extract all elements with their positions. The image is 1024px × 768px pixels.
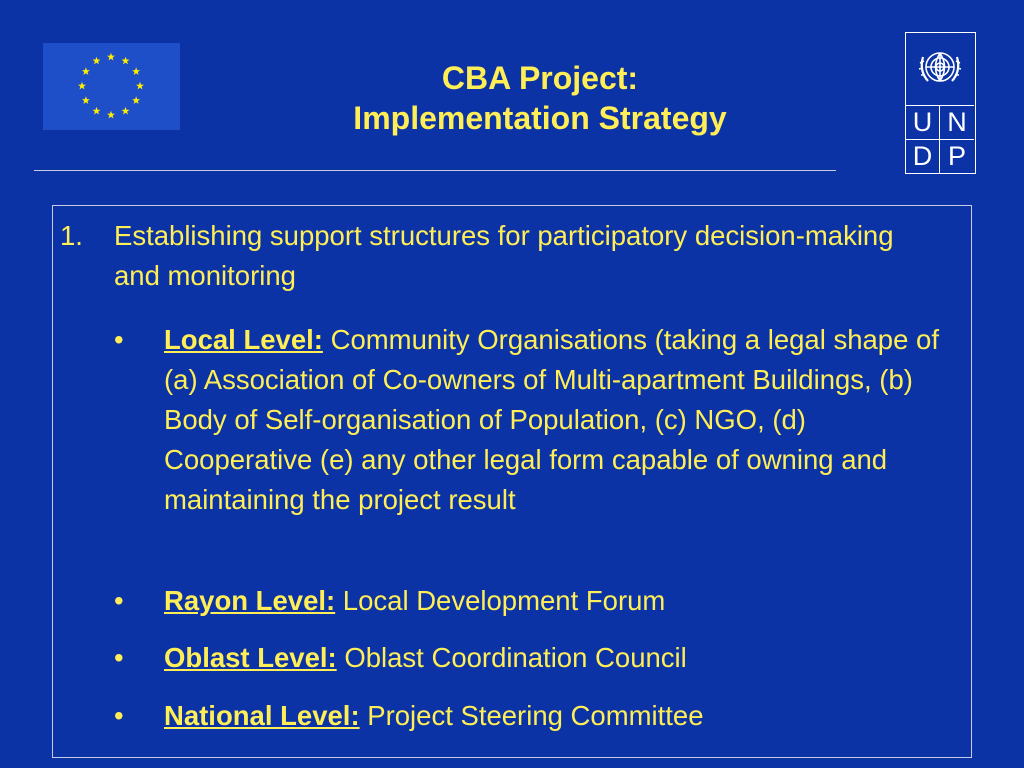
level-description: Local Development Forum	[335, 585, 666, 616]
undp-letters	[906, 105, 974, 173]
star-icon	[107, 53, 115, 61]
level-description: Project Steering Committee	[359, 700, 704, 731]
star-icon	[132, 96, 140, 104]
undp-letter: U	[906, 105, 940, 139]
eu-flag-logo	[43, 43, 180, 130]
level-label: Local Level:	[164, 324, 323, 355]
level-label: Oblast Level:	[164, 642, 337, 673]
item-text: Establishing support structures for participatory decision-making and monitoring	[114, 220, 894, 291]
title-line-1: CBA Project:	[441, 60, 639, 96]
bullet-text	[164, 638, 959, 678]
bullet-icon: •	[114, 585, 124, 616]
un-emblem-icon	[906, 33, 974, 101]
star-icon	[82, 67, 90, 75]
undp-letter: D	[906, 139, 940, 173]
star-icon	[82, 96, 90, 104]
item-number: 1.	[60, 220, 83, 251]
star-icon	[107, 111, 115, 119]
level-label: National Level:	[164, 700, 360, 731]
bullet-text	[164, 581, 959, 621]
star-icon	[93, 57, 101, 65]
title-divider	[34, 170, 836, 171]
star-icon	[122, 57, 130, 65]
bullet-icon: •	[114, 642, 124, 673]
bullet-text	[164, 696, 959, 736]
star-icon	[78, 82, 86, 90]
undp-logo	[905, 32, 976, 174]
slide-title	[250, 58, 830, 138]
level-label: Rayon Level:	[164, 585, 336, 616]
star-icon	[122, 107, 130, 115]
star-icon	[93, 107, 101, 115]
eu-stars-icon	[43, 43, 180, 130]
star-icon	[136, 82, 144, 90]
bullet-icon: •	[114, 324, 124, 355]
level-description: Community Organisations (taking a legal shape of (a) Association of Co-owners of Multi-apartment Buildings, (b) Body of Self-organisation of Population, (c) NGO, (d) Cooperative (e) any other legal form capable of owning and maintaining the project result	[164, 324, 939, 515]
undp-letter: N	[940, 105, 974, 139]
star-icon	[132, 67, 140, 75]
title-line-2: Implementation Strategy	[353, 100, 727, 136]
undp-letter: P	[940, 139, 974, 173]
bullet-text	[164, 320, 959, 520]
bullet-icon: •	[114, 700, 124, 731]
level-description: Oblast Coordination Council	[336, 642, 687, 673]
